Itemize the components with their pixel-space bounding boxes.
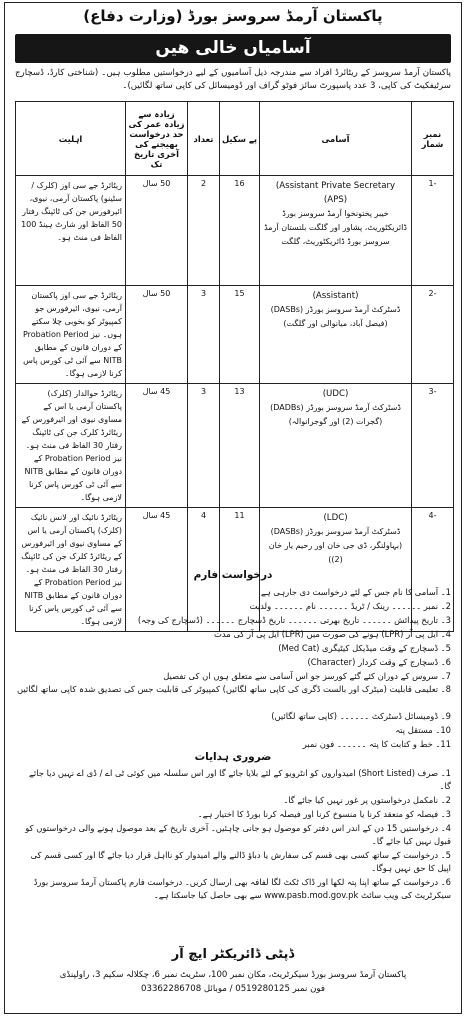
- intro-paragraph: پاکستان آرمڈ سروسز کے ریٹائرڈ افراد سے مندرجہ ذیل آسامیوں کے لیے درخواستیں مطلوب ہیں۔ (شناختی کارڈ، ڈسچارج سرٹیفکیٹ کی کاپی، 3 عدد پاسپورٹ سائز فوٹو گراف اور ڈومیسائل کی کاپی ساتھ لگائیں)۔: [15, 68, 451, 91]
- vacancy-table: [15, 101, 454, 632]
- cell-sr: -1: [412, 176, 454, 286]
- contact-phone: فون نمبر 0519280125 / موبائل 03362286708: [141, 984, 325, 994]
- cell-age: 45 سال: [126, 508, 188, 632]
- cell-sr: -2: [412, 286, 454, 384]
- cell-scale: 13: [220, 384, 260, 508]
- instruction-item: 1۔ صرف (Short Listed) امیدواروں کو انٹرویو کے لئے بلایا جائے گا اور اس سلسلہ میں کوئی ٹی اے / ڈی اے نہیں دیا جائے گا۔: [29, 768, 451, 791]
- header-eligibility: اہلیت: [16, 102, 126, 176]
- instruction-item: 2۔ نامکمل درخواستوں پر غور نہیں کیا جائے گا۔: [283, 795, 451, 805]
- header-scale: پے سکیل: [220, 102, 260, 176]
- cell-count: 2: [188, 176, 220, 286]
- form-field-row: 3۔ تاریخ پیدائش ۔۔۔۔۔۔ تاریخ بھرتی ۔۔۔۔۔۔ تاریخ ڈسچارج ۔۔۔۔۔۔ (ڈسچارج کی وجہ): [137, 615, 451, 625]
- header-age: زیادہ سے زیادہ عمر کی حد درخواست بھیجنے کی آخری تاریخ تک: [126, 102, 188, 176]
- signature-block: [5, 947, 461, 996]
- cell-count: 4: [188, 508, 220, 632]
- table-row: [16, 384, 454, 508]
- cell-count: 3: [188, 384, 220, 508]
- cell-post: [260, 176, 412, 286]
- post-urdu: خیبر پختونخوا آرمڈ سروسز بورڈ ڈائریکٹوریٹ، پشاور اور گلگت بلتستان آرمڈ سروسز بورڈ ڈائریکٹوریٹ، گلگت: [264, 209, 407, 246]
- cell-post: [260, 384, 412, 508]
- cell-eligibility: ریٹائرڈ جے سی اوز (کلرک / سٹینو) پاکستان آرمی، نیوی، ائیرفورس جن کی ٹائپنگ رفتار 50 الفاظ اور شارٹ ہینڈ 100 الفاظ فی منٹ ہو۔: [16, 176, 126, 286]
- cell-age: 50 سال: [126, 286, 188, 384]
- cell-age: 50 سال: [126, 176, 188, 286]
- post-english: (LDC): [323, 513, 348, 523]
- form-field-row: 9۔ ڈومیسائل ڈسٹرکٹ ۔۔۔۔۔۔ (کاپی ساتھ لگائیں): [271, 711, 451, 721]
- instructions-list: [17, 767, 451, 903]
- form-field-row: 2۔ نمبر ۔۔۔۔۔۔ رینک / ٹریڈ ۔۔۔۔۔۔ نام ۔۔۔۔۔۔ ولدیت: [249, 601, 451, 611]
- application-form-fields: [17, 585, 451, 751]
- instruction-item: 3۔ فیصلہ کو منعقد کرنا یا منسوخ کرنا اور فیصلہ کرنا بورڈ کا اختیار ہے۔: [197, 809, 451, 819]
- form-field-row: 1۔ آسامی کا نام جس کے لئے درخواست دی جارہی ہے: [260, 587, 451, 597]
- organization-title: پاکستان آرمڈ سروسز بورڈ (وزارت دفاع): [83, 7, 383, 25]
- post-urdu: ڈسٹرکٹ آرمڈ سروسز بورڈز (DADBs) (گجرات (2) اور گوجرانوالہ): [270, 403, 401, 426]
- form-field-row: 11۔ خط و کتابت کا پتہ ۔۔۔۔۔۔ فون نمبر: [302, 739, 451, 749]
- signatory-title: ڈپٹی ڈائریکٹر ایچ آر: [171, 947, 295, 962]
- post-urdu: ڈسٹرکٹ آرمڈ سروسز بورڈز (DASBs) (فیصل آباد، میانوالی اور گلگت): [270, 305, 401, 328]
- instruction-item: 5۔ درخواست کے ساتھ کسی بھی قسم کی سفارش یا دباؤ ڈالنے والے امیدوار کو نااہل قرار دیا جائے گا اور کسی قسم کی اپیل کا حق نہیں ہوگا۔: [30, 850, 451, 873]
- form-field-row: 6۔ ڈسچارج کے وقت کردار (Character): [307, 657, 451, 667]
- post-urdu: ڈسٹرکٹ آرمڈ سروسز بورڈز (DASBs) (بہاولنگر، ڈی جی خان اور رحیم یار خان (2)): [268, 527, 403, 564]
- cell-eligibility: ریٹائرڈ جے سی اوز پاکستان آرمی، نیوی، ائیرفورس جو کمپیوٹر کو بخوبی چلا سکتے ہوں۔ نیز Probation Period کے دوران قانون کے مطابق NITB سے آئی ٹی کورس پاس کرنا لازمی ہوگا۔: [16, 286, 126, 384]
- form-field-row: 7۔ سروس کے دوران کئے گئے کورسز جو اس آسامی سے متعلق ہوں ان کی تفصیل: [163, 671, 451, 681]
- cell-scale: 11: [220, 508, 260, 632]
- post-english: (Assistant Private Secretary (APS): [275, 181, 396, 205]
- vacancies-banner: آسامیاں خالی ھیں: [15, 34, 451, 63]
- header-post: آسامی: [260, 102, 412, 176]
- cell-scale: 16: [220, 176, 260, 286]
- table-row: [16, 176, 454, 286]
- header-sr: نمبر شمار: [412, 102, 454, 176]
- table-header-row: [16, 102, 454, 176]
- cell-eligibility: ریٹائرڈ نائیک اور لانس نائیک (کلرک) پاکستان آرمی یا اس کے مساوی نیوی اور ائیرفورس کے ریٹائرڈ کلرک جن کی ٹائپنگ رفتار 30 الفاظ فی منٹ ہو۔ نیز Probation Period کے دوران قانون کے مطابق NITB سے آئی ٹی کورس پاس کرنا لازمی ہوگا۔: [16, 508, 126, 632]
- instruction-item: 6۔ درخواست کے ساتھ اپنا پتہ لکھا اور ڈاک ٹکٹ لگا لفافہ بھی ارسال کریں۔ درخواست فارم پاکستان آرمڈ سروسز بورڈ سیکرٹریٹ کی ویب سائٹ www.pasb.mod.gov.pk سے بھی حاصل کیا جاسکتا ہے۔: [33, 877, 451, 900]
- form-field-row: 5۔ ڈسچارج کے وقت میڈیکل کیٹیگری (Med Cat): [278, 643, 451, 653]
- cell-eligibility: ریٹائرڈ حوالدار (کلرک) پاکستان آرمی یا اس کے مساوی نیوی اور ائیرفورس کے ریٹائرڈ کلرک جن کی ٹائپنگ رفتار 30 الفاظ فی منٹ ہو۔ نیز Probation Period کے دوران قانون کے مطابق NITB سے آئی ٹی کورس پاس کرنا لازمی ہوگا۔: [16, 384, 126, 508]
- cell-age: 45 سال: [126, 384, 188, 508]
- instructions-title: ضروری ہدایات: [194, 751, 272, 763]
- header-count: تعداد: [188, 102, 220, 176]
- application-form-title: درخواست فارم: [193, 569, 273, 581]
- post-english: (UDC): [322, 389, 349, 399]
- office-address: پاکستان آرمڈ سروسز بورڈ سیکرٹریٹ، مکان نمبر 100، سٹریٹ نمبر 6، چکلالہ سکیم 3، راولپنڈی: [59, 970, 407, 980]
- cell-scale: 15: [220, 286, 260, 384]
- form-field-row: 10۔ مستقل پتہ: [395, 725, 451, 735]
- table-row: [16, 286, 454, 384]
- cell-sr: -4: [412, 508, 454, 632]
- advertisement-page: [4, 2, 462, 1014]
- post-english: (Assistant): [312, 291, 359, 301]
- cell-sr: -3: [412, 384, 454, 508]
- form-field-row: 4۔ ایل پی آر (LPR) ہونے کی صورت میں (LPR) ایل پی آر کی مدت: [214, 629, 451, 639]
- cell-count: 3: [188, 286, 220, 384]
- cell-post: [260, 286, 412, 384]
- form-field-row: 8۔ تعلیمی قابلیت (میٹرک اور بالست ڈگری کی کاپی ساتھ لگائیں) کمپیوٹر کی قابلیت جس کی تصدیق شدہ کاپی ساتھ لگائیں: [17, 684, 451, 694]
- instruction-item: 4۔ درخواستیں 15 دن کے اندر اس دفتر کو موصول ہو جانی چاہئیں۔ آخری تاریخ کے بعد موصول ہونے والی درخواستوں کو قبول نہیں کیا جائے گا۔: [25, 823, 451, 846]
